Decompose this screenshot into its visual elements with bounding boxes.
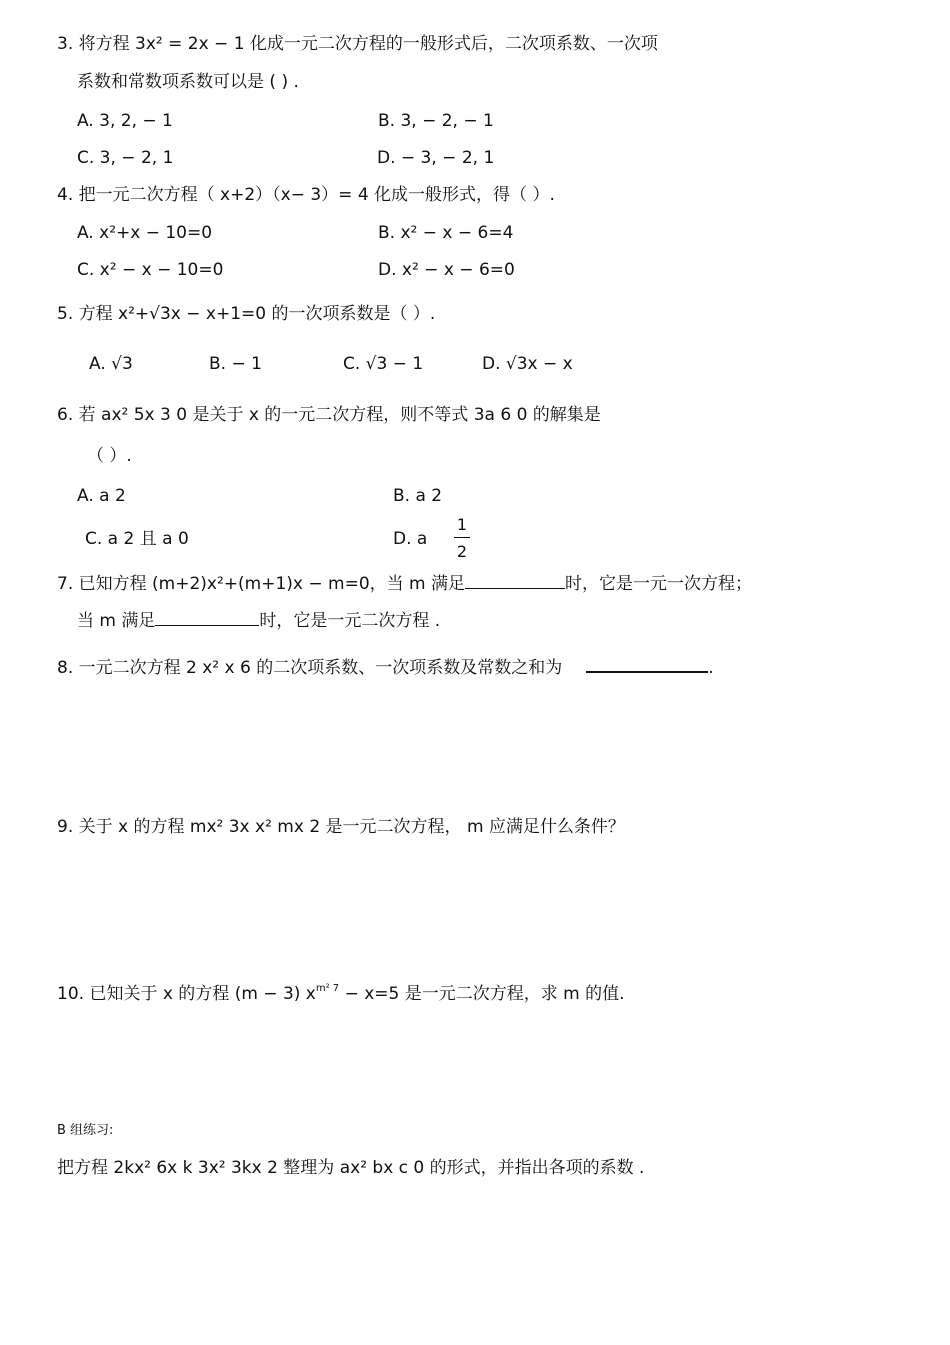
q6-option-c: C. a 2 且 a 0 bbox=[85, 529, 189, 549]
q6-stem-line2: （ ）. bbox=[87, 446, 132, 466]
q7-blank-2[interactable] bbox=[155, 609, 259, 626]
q10-text-a: 10. 已知关于 x 的方程 (m − 3) x bbox=[57, 984, 316, 1004]
q7-line1-text-a: 7. 已知方程 (m+2)x²+(m+1)x − m=0，当 m 满足 bbox=[57, 574, 466, 594]
q10-stem bbox=[57, 979, 625, 1004]
q5-option-d: D. √3x − x bbox=[482, 354, 573, 374]
q6-stem-line1: 6. 若 ax² 5x 3 0 是关于 x 的一元二次方程，则不等式 3a 6 0 的解集是 bbox=[57, 405, 601, 425]
q5-option-b: B. − 1 bbox=[209, 354, 262, 374]
group-b-heading: B 组练习: bbox=[57, 1123, 114, 1138]
q7-line1-text-b: 时，它是一元一次方程； bbox=[565, 574, 753, 594]
q8-stem bbox=[57, 655, 714, 678]
q6-option-a: A. a 2 bbox=[77, 486, 126, 506]
q7-stem-line2 bbox=[77, 609, 440, 631]
q4-option-a: A. x²+x − 10=0 bbox=[77, 223, 213, 243]
q6-option-d-denominator: 2 bbox=[456, 542, 468, 561]
q9-stem: 9. 关于 x 的方程 mx² 3x x² mx 2 是一元二次方程， m 应满足什么条件？ bbox=[57, 817, 625, 837]
q3-option-c: C. 3, − 2, 1 bbox=[77, 148, 174, 168]
q7-blank-1[interactable] bbox=[465, 572, 565, 589]
q6-option-d-numerator: 1 bbox=[456, 515, 468, 534]
q3-option-b: B. 3, − 2, − 1 bbox=[378, 111, 494, 131]
q6-option-d-fraction-bar bbox=[454, 537, 470, 538]
q10-text-b: − x=5 是一元二次方程，求 m 的值. bbox=[339, 984, 625, 1004]
q8-text: 8. 一元二次方程 2 x² x 6 的二次项系数、一次项系数及常数之和为 bbox=[57, 658, 563, 678]
q8-end: . bbox=[708, 658, 714, 678]
q3-option-a: A. 3, 2, − 1 bbox=[77, 111, 173, 131]
q4-stem: 4. 把一元二次方程（ x+2）（x− 3）= 4 化成一般形式，得（ ）. bbox=[57, 185, 555, 205]
group-b-exercise: 把方程 2kx² 6x k 3x² 3kx 2 整理为 ax² bx c 0 的形式，并指出各项的系数 . bbox=[57, 1158, 645, 1178]
q10-exponent: m² 7 bbox=[315, 983, 340, 994]
q6-option-b: B. a 2 bbox=[393, 486, 443, 506]
q6-option-d: D. a bbox=[393, 529, 428, 549]
q3-stem-line2: 系数和常数项系数可以是 ( ) . bbox=[77, 72, 299, 92]
q8-answer-blank[interactable] bbox=[586, 655, 708, 673]
q5-option-c: C. √3 − 1 bbox=[343, 354, 424, 374]
q4-option-c: C. x² − x − 10=0 bbox=[77, 260, 224, 280]
q5-option-a: A. √3 bbox=[89, 354, 133, 374]
q7-stem-line1 bbox=[57, 572, 752, 594]
q5-stem: 5. 方程 x²+√3x − x+1=0 的一次项系数是（ ）. bbox=[57, 304, 436, 324]
q7-line2-text-a: 当 m 满足 bbox=[77, 611, 156, 631]
q3-stem-line1: 3. 将方程 3x² = 2x − 1 化成一元二次方程的一般形式后，二次项系数、一次项 bbox=[57, 34, 658, 54]
q7-line2-text-b: 时，它是一元二次方程 . bbox=[259, 611, 441, 631]
q4-option-b: B. x² − x − 6=4 bbox=[378, 223, 514, 243]
q4-option-d: D. x² − x − 6=0 bbox=[378, 260, 515, 280]
q3-option-d: D. − 3, − 2, 1 bbox=[377, 148, 495, 168]
